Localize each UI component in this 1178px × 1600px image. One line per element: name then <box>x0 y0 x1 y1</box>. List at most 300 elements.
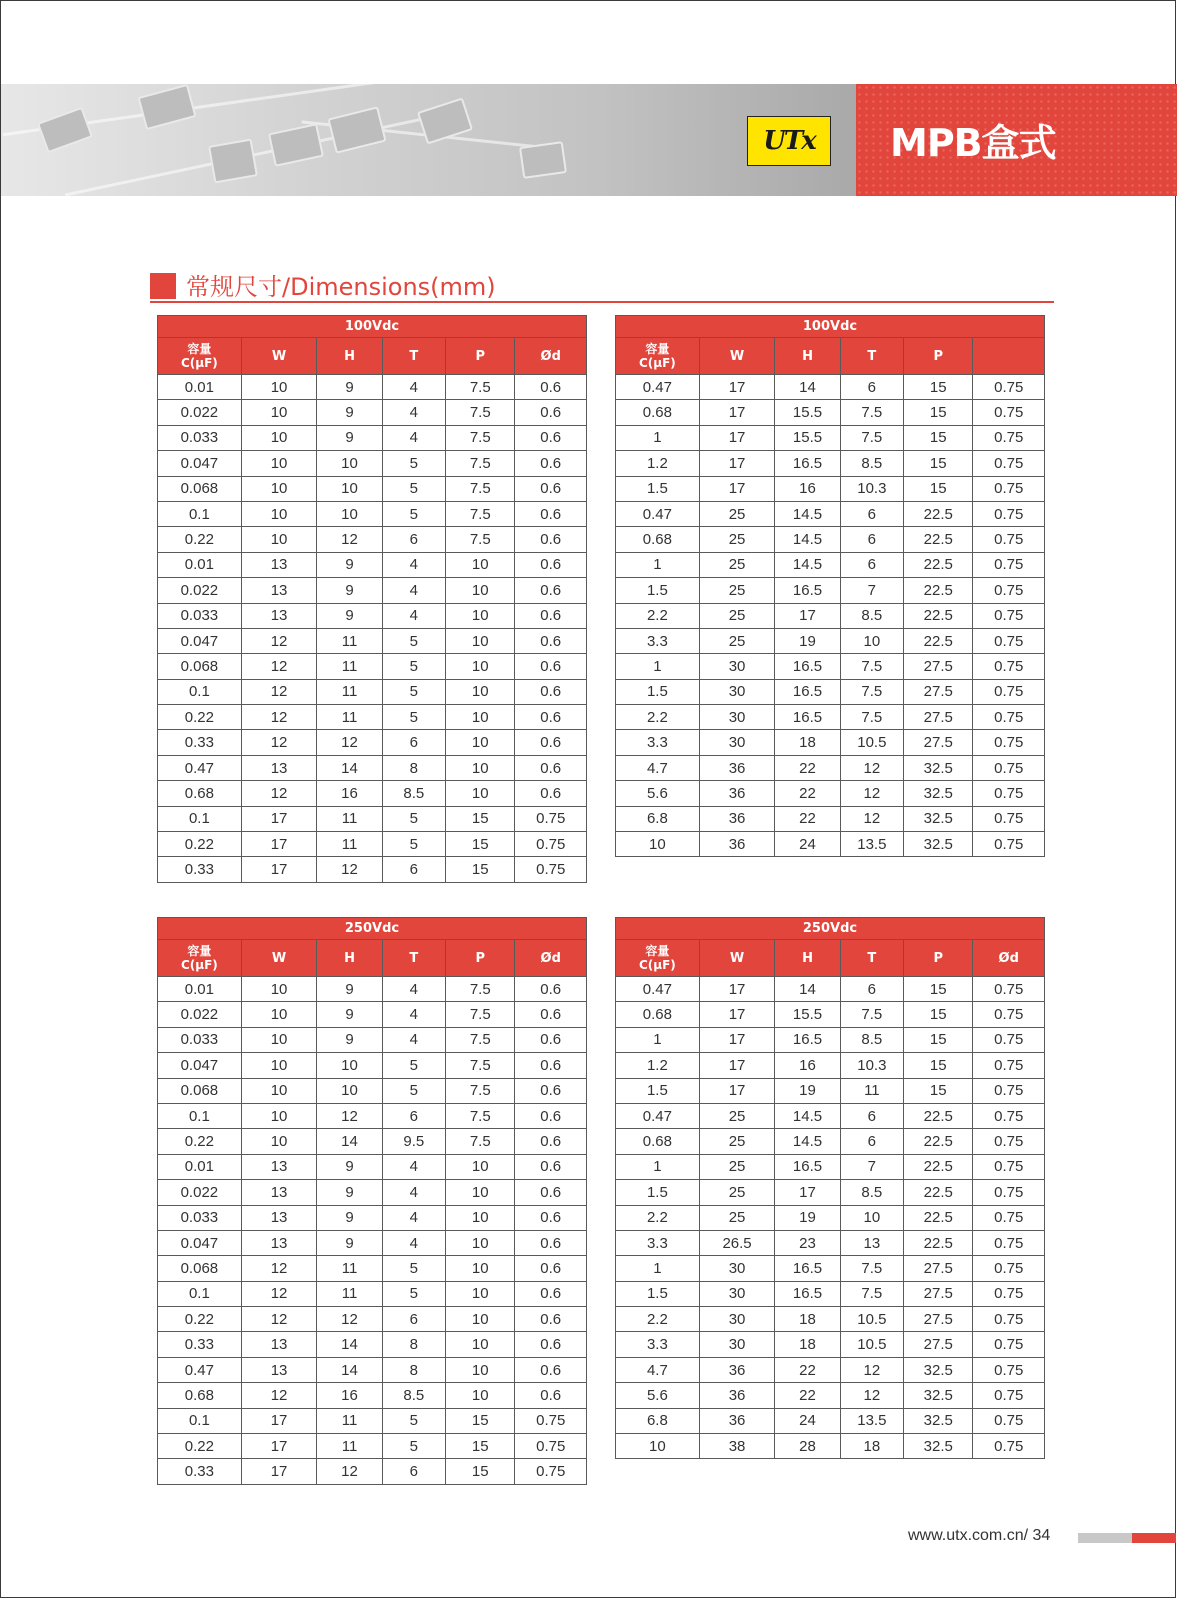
cell-t: 5 <box>382 501 445 526</box>
cell-d: 0.75 <box>973 1053 1045 1078</box>
cell-capacitance: 0.068 <box>158 654 242 679</box>
title-panel <box>856 84 1177 196</box>
table-row <box>616 1434 1045 1459</box>
cell-w: 30 <box>699 654 775 679</box>
logo-text: UTx <box>763 126 815 156</box>
cell-capacitance: 2.2 <box>616 1307 700 1332</box>
cell-capacitance: 0.068 <box>158 1078 242 1103</box>
table-row <box>158 476 587 501</box>
cell-d: 0.75 <box>973 1307 1045 1332</box>
cell-t: 10.3 <box>840 476 903 501</box>
column-header-capacitance <box>158 338 242 375</box>
cell-h: 16.5 <box>775 1154 840 1179</box>
utx-logo <box>747 116 831 166</box>
cell-h: 18 <box>775 1332 840 1357</box>
cell-w: 13 <box>241 603 317 628</box>
table-row <box>616 1408 1045 1433</box>
cell-w: 17 <box>241 857 317 882</box>
table-row <box>158 425 587 450</box>
cell-p: 15 <box>904 1053 973 1078</box>
cell-d: 0.75 <box>973 654 1045 679</box>
table-row <box>158 1459 587 1484</box>
cell-w: 25 <box>699 603 775 628</box>
column-header-p: P <box>904 338 973 375</box>
cell-p: 22.5 <box>904 1180 973 1205</box>
table-row <box>158 628 587 653</box>
cell-h: 9 <box>317 603 382 628</box>
cell-p: 10 <box>446 1256 515 1281</box>
cell-w: 30 <box>699 1332 775 1357</box>
table-row <box>158 1205 587 1230</box>
cell-t: 8.5 <box>840 1027 903 1052</box>
cell-d: 0.6 <box>515 1230 587 1255</box>
cell-h: 16.5 <box>775 1027 840 1052</box>
cell-d: 0.75 <box>973 1357 1045 1382</box>
cell-capacitance: 0.22 <box>158 1434 242 1459</box>
cell-d: 0.75 <box>973 501 1045 526</box>
table-row <box>616 1281 1045 1306</box>
cell-w: 10 <box>241 400 317 425</box>
cell-d: 0.6 <box>515 1357 587 1382</box>
cell-h: 16 <box>775 1053 840 1078</box>
cell-t: 5 <box>382 1053 445 1078</box>
cell-t: 10.3 <box>840 1053 903 1078</box>
capacitance-label: 容量 <box>645 944 670 958</box>
cell-w: 17 <box>699 1027 775 1052</box>
cell-t: 6 <box>382 1307 445 1332</box>
cell-p: 10 <box>446 1180 515 1205</box>
cell-capacitance: 6.8 <box>616 1408 700 1433</box>
cell-t: 11 <box>840 1078 903 1103</box>
cell-d: 0.75 <box>973 1078 1045 1103</box>
column-header-capacitance <box>616 940 700 977</box>
cell-d: 0.75 <box>973 806 1045 831</box>
cell-d: 0.75 <box>973 1383 1045 1408</box>
table-row <box>158 1180 587 1205</box>
cell-w: 30 <box>699 705 775 730</box>
cell-capacitance: 0.1 <box>158 501 242 526</box>
cell-t: 7.5 <box>840 1281 903 1306</box>
cell-t: 8 <box>382 1332 445 1357</box>
cell-t: 4 <box>382 375 445 400</box>
cell-h: 11 <box>317 705 382 730</box>
table-row <box>616 375 1045 400</box>
column-header-h: H <box>775 338 840 375</box>
column-header-t: T <box>840 940 903 977</box>
cell-capacitance: 1.5 <box>616 1281 700 1306</box>
cell-p: 10 <box>446 730 515 755</box>
cell-d: 0.6 <box>515 781 587 806</box>
cell-p: 15 <box>446 806 515 831</box>
cell-capacitance: 0.22 <box>158 527 242 552</box>
table-row <box>158 1078 587 1103</box>
cell-h: 10 <box>317 476 382 501</box>
column-header-capacitance <box>616 338 700 375</box>
column-header-p: P <box>904 940 973 977</box>
cell-h: 12 <box>317 1459 382 1484</box>
cell-w: 12 <box>241 1383 317 1408</box>
cell-d: 0.6 <box>515 1078 587 1103</box>
cell-capacitance: 2.2 <box>616 1205 700 1230</box>
cell-d: 0.6 <box>515 425 587 450</box>
cell-t: 5 <box>382 1408 445 1433</box>
cell-w: 10 <box>241 1027 317 1052</box>
cell-capacitance: 0.47 <box>158 1357 242 1382</box>
cell-p: 22.5 <box>904 1103 973 1128</box>
cell-capacitance: 1 <box>616 552 700 577</box>
cell-h: 9 <box>317 1154 382 1179</box>
cell-d: 0.6 <box>515 1180 587 1205</box>
table-row <box>616 527 1045 552</box>
voltage-header: 100Vdc <box>616 316 1045 338</box>
cell-h: 18 <box>775 730 840 755</box>
table-row <box>158 857 587 882</box>
dimension-table-100vdc-right <box>615 315 1045 857</box>
cell-p: 7.5 <box>446 1002 515 1027</box>
cell-p: 10 <box>446 628 515 653</box>
cell-t: 6 <box>382 857 445 882</box>
table-row <box>616 451 1045 476</box>
table-row <box>158 977 587 1002</box>
cell-d: 0.75 <box>973 1154 1045 1179</box>
cell-t: 5 <box>382 679 445 704</box>
cell-d: 0.6 <box>515 400 587 425</box>
table-row <box>616 755 1045 780</box>
cell-d: 0.75 <box>973 578 1045 603</box>
dimension-table-250vdc-right <box>615 917 1045 1459</box>
table-row <box>616 832 1045 857</box>
table-row <box>158 679 587 704</box>
cell-capacitance: 0.068 <box>158 476 242 501</box>
cell-d: 0.75 <box>515 1459 587 1484</box>
cell-p: 10 <box>446 1383 515 1408</box>
cell-capacitance: 0.68 <box>158 1383 242 1408</box>
cell-d: 0.75 <box>973 1103 1045 1128</box>
cell-w: 36 <box>699 1383 775 1408</box>
cell-t: 10.5 <box>840 1307 903 1332</box>
cell-d: 0.75 <box>973 451 1045 476</box>
cell-w: 36 <box>699 1408 775 1433</box>
cell-d: 0.6 <box>515 578 587 603</box>
cell-d: 0.75 <box>973 476 1045 501</box>
cell-capacitance: 6.8 <box>616 806 700 831</box>
cell-capacitance: 0.022 <box>158 1180 242 1205</box>
cell-t: 6 <box>840 527 903 552</box>
cell-capacitance: 0.047 <box>158 1230 242 1255</box>
cell-w: 10 <box>241 1053 317 1078</box>
cell-h: 14.5 <box>775 1103 840 1128</box>
cell-d: 0.75 <box>973 1002 1045 1027</box>
cell-h: 9 <box>317 1230 382 1255</box>
table-row <box>158 1281 587 1306</box>
cell-t: 5 <box>382 1281 445 1306</box>
column-header-t: T <box>382 338 445 375</box>
cell-h: 22 <box>775 781 840 806</box>
cell-p: 22.5 <box>904 552 973 577</box>
cell-p: 32.5 <box>904 1357 973 1382</box>
table-row <box>158 1129 587 1154</box>
table-row <box>616 1053 1045 1078</box>
cell-d: 0.6 <box>515 375 587 400</box>
cell-capacitance: 5.6 <box>616 1383 700 1408</box>
cell-p: 22.5 <box>904 578 973 603</box>
cell-d: 0.6 <box>515 1129 587 1154</box>
cell-t: 18 <box>840 1434 903 1459</box>
section-title: 常规尺寸/Dimensions(mm) <box>186 273 496 301</box>
table-row <box>158 755 587 780</box>
table-row <box>158 1307 587 1332</box>
cell-t: 4 <box>382 1002 445 1027</box>
cell-p: 27.5 <box>904 654 973 679</box>
cell-d: 0.75 <box>973 400 1045 425</box>
cell-h: 14 <box>317 1332 382 1357</box>
cell-w: 17 <box>241 1408 317 1433</box>
cell-capacitance: 0.01 <box>158 552 242 577</box>
cell-p: 22.5 <box>904 603 973 628</box>
table-row <box>616 654 1045 679</box>
table-row <box>616 1027 1045 1052</box>
cell-w: 13 <box>241 578 317 603</box>
cell-t: 5 <box>382 476 445 501</box>
cell-t: 4 <box>382 552 445 577</box>
table-row <box>616 1078 1045 1103</box>
cell-w: 17 <box>699 400 775 425</box>
cell-w: 10 <box>241 451 317 476</box>
cell-w: 25 <box>699 552 775 577</box>
cell-capacitance: 0.033 <box>158 1027 242 1052</box>
cell-h: 14 <box>317 1357 382 1382</box>
cell-h: 16.5 <box>775 705 840 730</box>
cell-t: 6 <box>840 501 903 526</box>
cell-p: 7.5 <box>446 1103 515 1128</box>
cell-t: 4 <box>382 1180 445 1205</box>
cell-h: 17 <box>775 603 840 628</box>
cell-capacitance: 0.33 <box>158 730 242 755</box>
cell-h: 28 <box>775 1434 840 1459</box>
cell-t: 4 <box>382 977 445 1002</box>
cell-capacitance: 1 <box>616 1154 700 1179</box>
cell-p: 7.5 <box>446 501 515 526</box>
cell-t: 5 <box>382 628 445 653</box>
table-row <box>616 1002 1045 1027</box>
cell-d: 0.75 <box>973 730 1045 755</box>
cell-t: 6 <box>382 730 445 755</box>
cell-p: 10 <box>446 1205 515 1230</box>
cell-t: 7 <box>840 578 903 603</box>
cell-capacitance: 0.47 <box>616 977 700 1002</box>
column-header-d: Ød <box>973 940 1045 977</box>
cell-w: 36 <box>699 806 775 831</box>
cell-w: 12 <box>241 705 317 730</box>
cell-h: 12 <box>317 1103 382 1128</box>
capacitance-unit: C(μF) <box>638 958 676 972</box>
cell-h: 9 <box>317 375 382 400</box>
cell-t: 13 <box>840 1230 903 1255</box>
cell-d: 0.75 <box>973 603 1045 628</box>
cell-w: 25 <box>699 1154 775 1179</box>
cell-d: 0.75 <box>973 679 1045 704</box>
cell-w: 12 <box>241 679 317 704</box>
cell-w: 17 <box>699 375 775 400</box>
cell-w: 17 <box>241 832 317 857</box>
cell-d: 0.6 <box>515 730 587 755</box>
table-row <box>616 1230 1045 1255</box>
cell-h: 14 <box>317 755 382 780</box>
column-header-h: H <box>317 940 382 977</box>
cell-capacitance: 0.1 <box>158 1103 242 1128</box>
cell-w: 30 <box>699 1256 775 1281</box>
footer-bar <box>1078 1533 1176 1543</box>
cell-h: 10 <box>317 501 382 526</box>
cell-w: 12 <box>241 654 317 679</box>
cell-p: 22.5 <box>904 1154 973 1179</box>
cell-capacitance: 0.047 <box>158 451 242 476</box>
cell-t: 7.5 <box>840 705 903 730</box>
cell-capacitance: 0.022 <box>158 1002 242 1027</box>
cell-w: 25 <box>699 527 775 552</box>
cell-w: 10 <box>241 527 317 552</box>
cell-h: 22 <box>775 1383 840 1408</box>
table-row <box>616 781 1045 806</box>
cell-w: 25 <box>699 628 775 653</box>
cell-capacitance: 5.6 <box>616 781 700 806</box>
cell-h: 16 <box>317 781 382 806</box>
cell-p: 15 <box>446 857 515 882</box>
cell-capacitance: 0.68 <box>616 1129 700 1154</box>
table-row <box>158 705 587 730</box>
table-row <box>158 400 587 425</box>
cell-t: 7.5 <box>840 400 903 425</box>
cell-h: 11 <box>317 1408 382 1433</box>
cell-h: 9 <box>317 1180 382 1205</box>
cell-t: 5 <box>382 654 445 679</box>
cell-w: 10 <box>241 1129 317 1154</box>
capacitance-label: 容量 <box>187 944 212 958</box>
cell-t: 7.5 <box>840 1002 903 1027</box>
column-header-w: W <box>699 940 775 977</box>
cell-capacitance: 3.3 <box>616 730 700 755</box>
cell-h: 14 <box>317 1129 382 1154</box>
cell-h: 22 <box>775 806 840 831</box>
cell-p: 7.5 <box>446 1129 515 1154</box>
column-header-p: P <box>446 338 515 375</box>
cell-w: 10 <box>241 425 317 450</box>
cell-t: 10 <box>840 628 903 653</box>
cell-t: 6 <box>840 1103 903 1128</box>
cell-d: 0.75 <box>973 977 1045 1002</box>
cell-p: 10 <box>446 1230 515 1255</box>
table-row <box>616 578 1045 603</box>
cell-h: 15.5 <box>775 425 840 450</box>
cell-p: 15 <box>904 977 973 1002</box>
pcb-photo-background <box>1 84 856 196</box>
cell-w: 13 <box>241 1332 317 1357</box>
cell-w: 13 <box>241 1230 317 1255</box>
cell-w: 12 <box>241 781 317 806</box>
cell-capacitance: 1.5 <box>616 1078 700 1103</box>
voltage-header: 250Vdc <box>616 918 1045 940</box>
cell-capacitance: 0.1 <box>158 679 242 704</box>
cell-p: 27.5 <box>904 679 973 704</box>
cell-capacitance: 0.1 <box>158 806 242 831</box>
cell-d: 0.75 <box>973 628 1045 653</box>
cell-h: 17 <box>775 1180 840 1205</box>
table-row <box>616 1205 1045 1230</box>
cell-t: 13.5 <box>840 832 903 857</box>
cell-h: 16.5 <box>775 654 840 679</box>
cell-t: 5 <box>382 832 445 857</box>
cell-t: 8 <box>382 1357 445 1382</box>
cell-w: 13 <box>241 1357 317 1382</box>
table-row <box>616 1383 1045 1408</box>
cell-h: 11 <box>317 679 382 704</box>
cell-d: 0.75 <box>973 1180 1045 1205</box>
cell-h: 14.5 <box>775 552 840 577</box>
cell-p: 7.5 <box>446 977 515 1002</box>
cell-d: 0.75 <box>973 425 1045 450</box>
table-row <box>616 628 1045 653</box>
cell-t: 7 <box>840 1154 903 1179</box>
cell-p: 32.5 <box>904 1408 973 1433</box>
cell-d: 0.6 <box>515 679 587 704</box>
header-banner <box>1 84 1177 196</box>
cell-w: 12 <box>241 1281 317 1306</box>
table-row <box>158 1357 587 1382</box>
cell-p: 10 <box>446 1154 515 1179</box>
cell-capacitance: 3.3 <box>616 1332 700 1357</box>
cell-capacitance: 1 <box>616 1027 700 1052</box>
cell-w: 10 <box>241 1103 317 1128</box>
cell-w: 17 <box>699 476 775 501</box>
cell-d: 0.75 <box>973 705 1045 730</box>
table-row <box>616 1307 1045 1332</box>
table-row <box>616 400 1045 425</box>
cell-w: 36 <box>699 755 775 780</box>
cell-p: 32.5 <box>904 1434 973 1459</box>
cell-capacitance: 0.047 <box>158 1053 242 1078</box>
cell-capacitance: 0.68 <box>616 400 700 425</box>
cell-d: 0.6 <box>515 1281 587 1306</box>
cell-h: 24 <box>775 832 840 857</box>
cell-t: 8.5 <box>840 603 903 628</box>
cell-d: 0.6 <box>515 476 587 501</box>
cell-capacitance: 0.47 <box>616 375 700 400</box>
cell-p: 7.5 <box>446 375 515 400</box>
cell-t: 4 <box>382 1027 445 1052</box>
cell-capacitance: 0.47 <box>616 1103 700 1128</box>
cell-w: 30 <box>699 1307 775 1332</box>
cell-w: 25 <box>699 501 775 526</box>
cell-w: 17 <box>699 451 775 476</box>
table-row <box>158 730 587 755</box>
cell-w: 17 <box>241 1434 317 1459</box>
capacitance-label: 容量 <box>645 342 670 356</box>
cell-p: 22.5 <box>904 527 973 552</box>
table-row <box>158 1332 587 1357</box>
cell-p: 15 <box>904 451 973 476</box>
cell-capacitance: 3.3 <box>616 628 700 653</box>
cell-h: 16 <box>775 476 840 501</box>
cell-capacitance: 1.2 <box>616 1053 700 1078</box>
cell-t: 6 <box>382 1459 445 1484</box>
cell-h: 16.5 <box>775 1281 840 1306</box>
cell-d: 0.6 <box>515 552 587 577</box>
cell-p: 22.5 <box>904 1129 973 1154</box>
cell-p: 22.5 <box>904 501 973 526</box>
cell-w: 25 <box>699 578 775 603</box>
column-header-p: P <box>446 940 515 977</box>
table-row <box>158 1053 587 1078</box>
